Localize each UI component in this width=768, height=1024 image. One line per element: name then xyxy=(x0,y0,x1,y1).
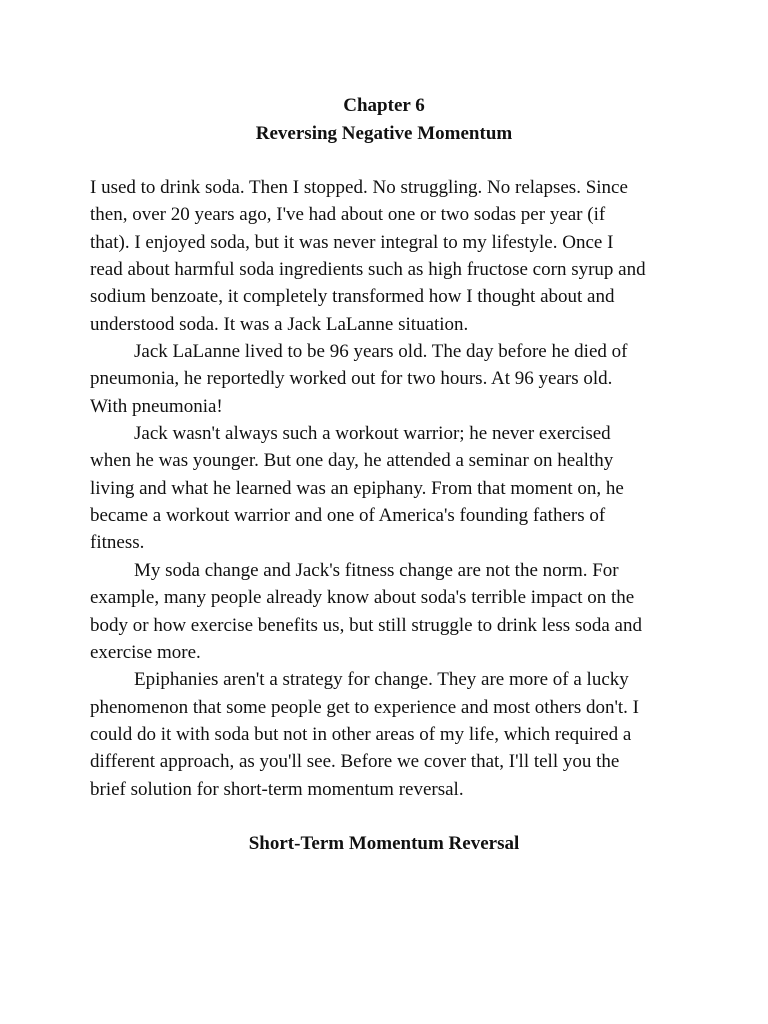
paragraph xyxy=(90,420,690,557)
text-line: living and what he learned was an epiphany. From that moment on, he xyxy=(90,477,624,499)
text-line: different approach, as you'll see. Before we cover that, I'll tell you the xyxy=(90,751,620,773)
paragraph xyxy=(90,338,690,420)
paragraph xyxy=(90,174,690,338)
text-line: With pneumonia! xyxy=(90,395,223,417)
text-line: when he was younger. But one day, he attended a seminar on healthy xyxy=(90,450,614,472)
section-heading: Short-Term Momentum Reversal xyxy=(248,833,520,854)
text-line: then, over 20 years ago, I've had about one or two sodas per year (if xyxy=(90,204,606,226)
text-line: pneumonia, he reportedly worked out for two hours. At 96 years old. xyxy=(90,368,613,390)
text-line: exercise more. xyxy=(90,641,201,663)
chapter-title: Reversing Negative Momentum xyxy=(255,123,513,144)
paragraph xyxy=(90,557,690,666)
text-line: body or how exercise benefits us, but still struggle to drink less soda and xyxy=(90,614,642,636)
text-line: I used to drink soda. Then I stopped. No struggling. No relapses. Since xyxy=(90,177,628,198)
text-line: phenomenon that some people get to experience and most others don't. I xyxy=(90,696,639,718)
text-line: My soda change and Jack's fitness change are not the norm. For xyxy=(134,559,619,581)
text-line: Jack LaLanne lived to be 96 years old. The day before he died of xyxy=(134,341,628,363)
text-line: Epiphanies aren't a strategy for change. They are more of a lucky xyxy=(134,669,629,691)
chapter-body xyxy=(90,174,690,803)
text-line: read about harmful soda ingredients such as high fructose corn syrup and xyxy=(90,259,646,281)
text-line: fitness. xyxy=(90,532,145,554)
text-line: sodium benzoate, it completely transformed how I thought about and xyxy=(90,286,615,308)
text-line: Jack wasn't always such a workout warrior; he never exercised xyxy=(134,423,611,445)
text-line: understood soda. It was a Jack LaLanne situation. xyxy=(90,313,469,335)
text-line: could do it with soda but not in other areas of my life, which required a xyxy=(90,723,632,745)
text-line: that). I enjoyed soda, but it was never integral to my lifestyle. Once I xyxy=(90,231,614,253)
text-line: example, many people already know about soda's terrible impact on the xyxy=(90,587,635,609)
text-line: brief solution for short-term momentum reversal. xyxy=(90,778,464,800)
paragraph xyxy=(90,666,690,803)
chapter-number: Chapter 6 xyxy=(343,95,425,116)
text-line: became a workout warrior and one of America's founding fathers of xyxy=(90,505,606,527)
